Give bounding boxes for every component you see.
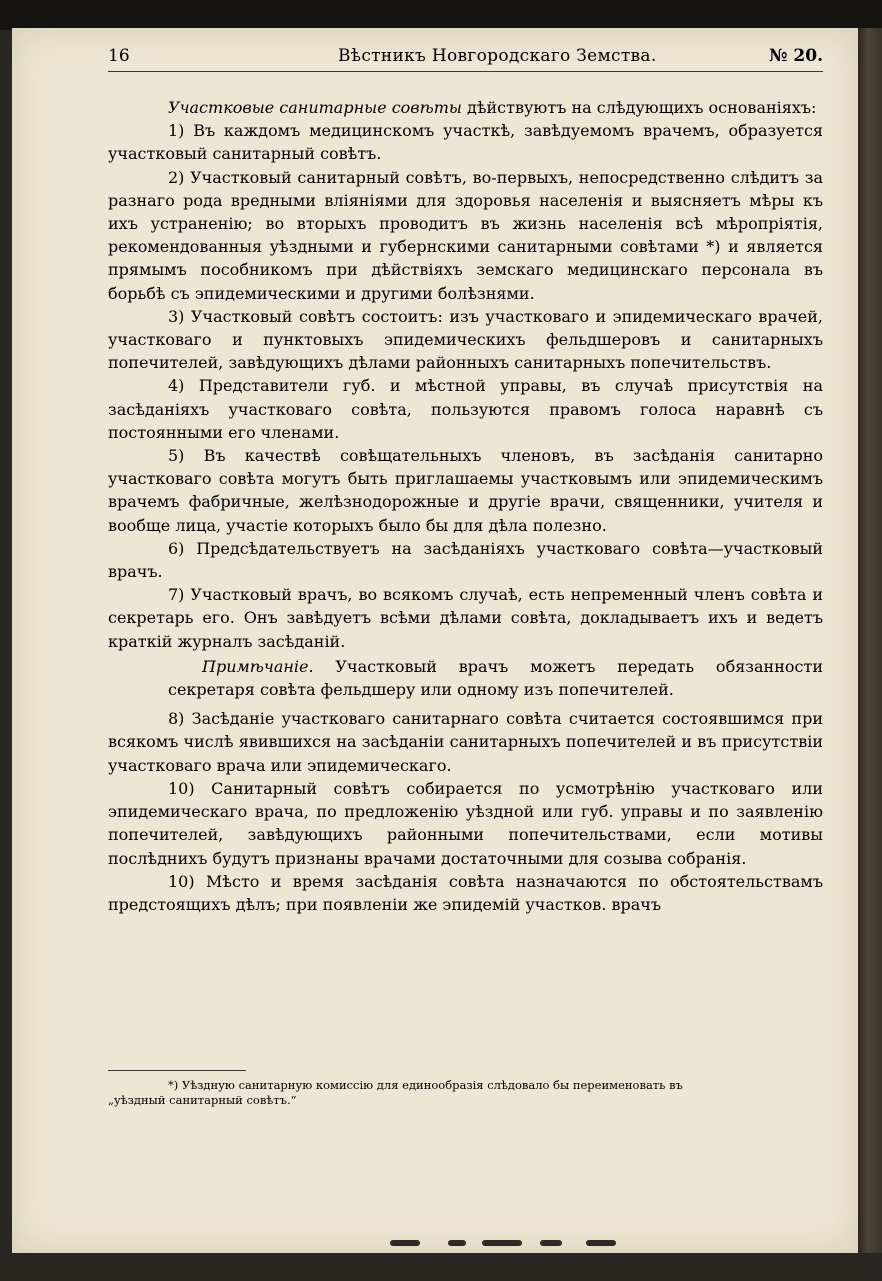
footnote-line-1: *) Уѣздную санитарную комиссію для единообразія слѣдовало бы переименовать въ <box>168 1078 683 1092</box>
intro-paragraph <box>108 96 823 119</box>
journal-title: Вѣстникъ Новгородскаго Земства. <box>338 46 657 66</box>
paragraph-7: 7) Участковый врачъ, во всякомъ случаѣ, есть непременный членъ совѣта и секретарь его. Онъ завѣдуетъ всѣми дѣлами совѣта, докладываетъ ихъ и ведетъ краткій журналъ засѣданій. <box>108 585 823 651</box>
intro-text: дѣйствуютъ на слѣдующихъ основаніяхъ: <box>461 98 817 117</box>
paragraph-4: 4) Представители губ. и мѣстной управы, въ случаѣ присутствія на засѣданіяхъ участковаго совѣта, пользуются правомъ голоса наравнѣ съ постоянными его членами. <box>108 376 823 442</box>
footnote-rule <box>108 1070 246 1071</box>
running-header <box>108 46 823 72</box>
paragraph-8: 8) Засѣданіе участковаго санитарнаго совѣта считается состоявшимся при всякомъ числѣ явившихся на засѣданіи санитарныхъ попечителей и въ присутствіи участковаго врача или эпидемическаго. <box>108 709 823 775</box>
footnote <box>108 1078 823 1108</box>
note-paragraph <box>168 655 823 701</box>
header-rule <box>108 71 823 72</box>
page-number: 16 <box>108 46 130 66</box>
footnote-line-2: „уѣздный санитарный совѣтъ.“ <box>108 1093 297 1107</box>
paragraph-6: 6) Предсѣдательствуетъ на засѣданіяхъ участковаго совѣта—участковый врачъ. <box>108 538 823 582</box>
paragraph-9: 10) Санитарный совѣтъ собирается по усмотрѣнію участковаго или эпидемическаго врача, по предложенію уѣздной или губ. управы и по заявленію попечителей, завѣдующихъ районными попечительствами, если мотивы послѣднихъ будутъ признаны врачами достаточными для созыва собранія. <box>108 778 823 868</box>
paragraph-5: 5) Въ качествѣ совѣщательныхъ членовъ, въ засѣданія санитарно участковаго совѣта могутъ быть приглашаемы участковымъ или эпидемическимъ врачемъ фабричные, желѣзнодорожные и другіе врачи, священники, учителя и вообще лица, участіе которыхъ было бы для дѣла полезно. <box>108 446 823 535</box>
note-text: Участковый врачъ можетъ передать обязанности секретаря совѣта фельдшеру или одному изъ попечителей. <box>168 656 823 700</box>
print-blots <box>390 1238 620 1250</box>
note-italic: Примѣчаніе. <box>202 656 314 676</box>
issue-number: № 20. <box>769 46 823 66</box>
paragraph-2: 2) Участковый санитарный совѣтъ, во-первыхъ, непосредственно слѣдитъ за разнаго рода вредными вліяніями для здоровья населенія и выясняетъ мѣры къ ихъ устраненію; во вторыхъ проводитъ въ жизнь населенія всѣ мѣропріятія, рекомендованныя уѣздными и губернскими санитарными совѣтами *) и является прямымъ пособникомъ при дѣйствіяхъ земскаго медицинскаго персонала въ борьбѣ съ эпидемическими и другими болѣзнями. <box>108 167 823 303</box>
next-page-edge <box>858 28 882 1253</box>
article-body <box>108 96 823 916</box>
intro-italic: Участковые санитарные совѣты <box>168 98 462 117</box>
paragraph-1: 1) Въ каждомъ медицинскомъ участкѣ, завѣдуемомъ врачемъ, образуется участковый санитарный совѣтъ. <box>108 121 823 164</box>
paragraph-3: 3) Участковый совѣтъ состоитъ: изъ участковаго и эпидемическаго врачей, участковаго и пунктовыхъ эпидемическихъ фельдшеровъ и санитарныхъ попечителей, завѣдующихъ дѣлами районныхъ санитарныхъ попечительствъ. <box>108 306 823 373</box>
paragraph-10: 10) Мѣсто и время засѣданія совѣта назначаются по обстоятельствамъ предстоящихъ дѣлъ; при появленіи же эпидемій участков. врачъ <box>108 871 823 914</box>
